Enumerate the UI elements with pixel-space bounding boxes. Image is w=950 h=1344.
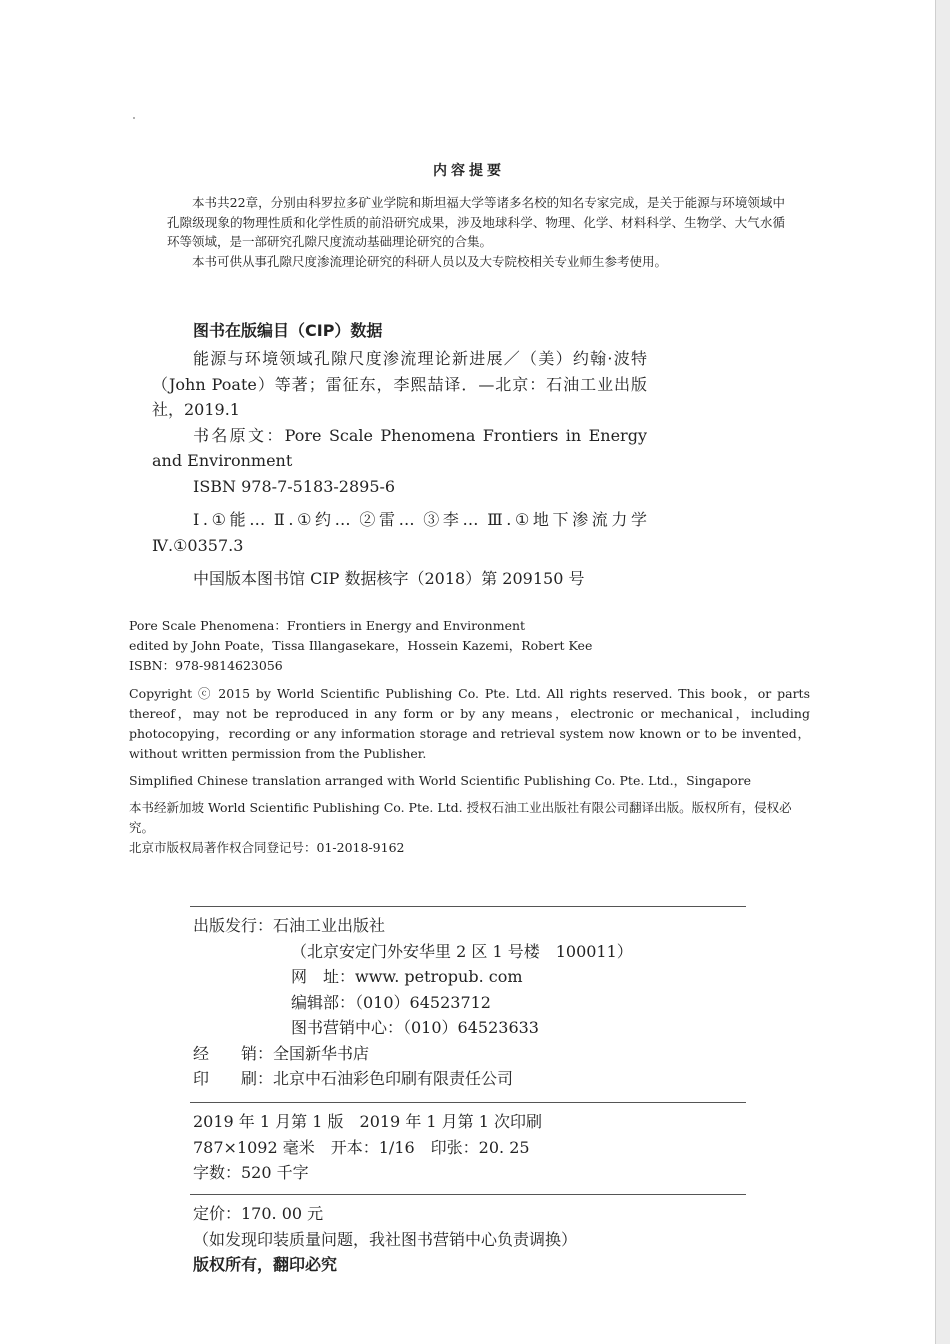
edition-info <box>193 1109 542 1186</box>
page-edge <box>935 0 950 1344</box>
edition-line: 2019 年 1 月第 1 版 2019 年 1 月第 1 次印刷 <box>193 1112 543 1131</box>
rights-reserved: 版权所有，翻印必究 <box>193 1255 338 1274</box>
format-line: 787×1092 毫米 开本：1/16 印张：20. 25 <box>193 1137 530 1157</box>
cip-isbn: ISBN 978-7-5183-2895-6 <box>193 476 396 496</box>
copyright-notice: Copyright ⓒ 2015 by World Scientific Publishing Co. Pte. Ltd. All rights reserved. This book，or parts thereof，may not be reproduced in any form or by any means，electronic or mechanical，including photocopying，recording or any information storage and retrieval system now known or to be invented，without written permission from the Publisher. <box>129 686 810 761</box>
divider <box>190 906 746 907</box>
publisher-info <box>193 913 633 1092</box>
cip-check-number: 中国版本图书馆 CIP 数据核字（2018）第 209150 号 <box>193 569 585 588</box>
authorization-note: 本书经新加坡 World Scientific Publishing Co. Pte. Ltd. 授权石油工业出版社有限公司翻译出版。版权所有，侵权必究。 <box>129 800 792 835</box>
english-rights-info <box>129 616 810 858</box>
marketing-phone: 图书营销中心：（010）64523633 <box>291 1018 539 1037</box>
summary-paragraph: 本书可供从事孔隙尺度渗流理论研究的科研人员以及大专院校相关专业师生参考使用。 <box>192 253 668 269</box>
divider <box>190 1194 746 1195</box>
scan-speck <box>133 117 135 119</box>
cip-heading: 图书在版编目（CIP）数据 <box>193 321 383 340</box>
price-info <box>193 1201 577 1278</box>
printer-line: 印 刷：北京中石油彩色印刷有限责任公司 <box>193 1069 514 1088</box>
summary-title: 内容提要 <box>433 163 505 179</box>
summary-text <box>167 193 785 271</box>
editorial-phone: 编辑部：（010）64523712 <box>291 992 491 1012</box>
publisher-line: 出版发行：石油工业出版社 <box>193 916 386 935</box>
words-line: 字数：520 千字 <box>193 1163 309 1182</box>
english-isbn-line: ISBN：978-9814623056 <box>129 658 283 673</box>
price-line: 定价：170. 00 元 <box>193 1204 324 1223</box>
exchange-notice: （如发现印装质量问题，我社图书营销中心负责调换） <box>193 1229 578 1249</box>
cip-record <box>152 346 647 592</box>
divider <box>190 1102 746 1103</box>
cip-classification: Ⅰ.①能… Ⅱ.①约… ②雷… ③李… Ⅲ.①地下渗流力学 Ⅳ.①0357.3 <box>152 510 647 555</box>
registration-number: 北京市版权局著作权合同登记号：01-2018-9162 <box>129 840 405 855</box>
publisher-website: 网 址：www. petropub. com <box>291 967 523 986</box>
english-title-line: Pore Scale Phenomena：Frontiers in Energy and Environment <box>129 618 526 633</box>
cip-original-title: 书名原文：Pore Scale Phenomena Frontiers in Energy and Environment <box>152 425 647 470</box>
translation-note: Simplified Chinese translation arranged with World Scientific Publishing Co. Pte. Ltd.，Singapore <box>129 773 752 788</box>
publisher-address: （北京安定门外安华里 2 区 1 号楼 100011） <box>291 941 633 961</box>
english-editors-line: edited by John Poate，Tissa Illangasekare，Hossein Kazemi，Robert Kee <box>129 638 593 653</box>
cip-entry: 能源与环境领域孔隙尺度渗流理论新进展／（美）约翰·波特（John Poate）等著；雷征东，李熙喆译．—北京：石油工业出版社，2019.1 <box>152 349 647 419</box>
distributor-line: 经 销：全国新华书店 <box>193 1043 370 1063</box>
summary-paragraph: 本书共22章，分别由科罗拉多矿业学院和斯坦福大学等诸多名校的知名专家完成，是关于能源与环境领域中孔隙级现象的物理性质和化学性质的前沿研究成果，涉及地球科学、物理、化学、材料科学、生物学、大气水循环等领域，是一部研究孔隙尺度流动基础理论研究的合集。 <box>167 195 785 249</box>
